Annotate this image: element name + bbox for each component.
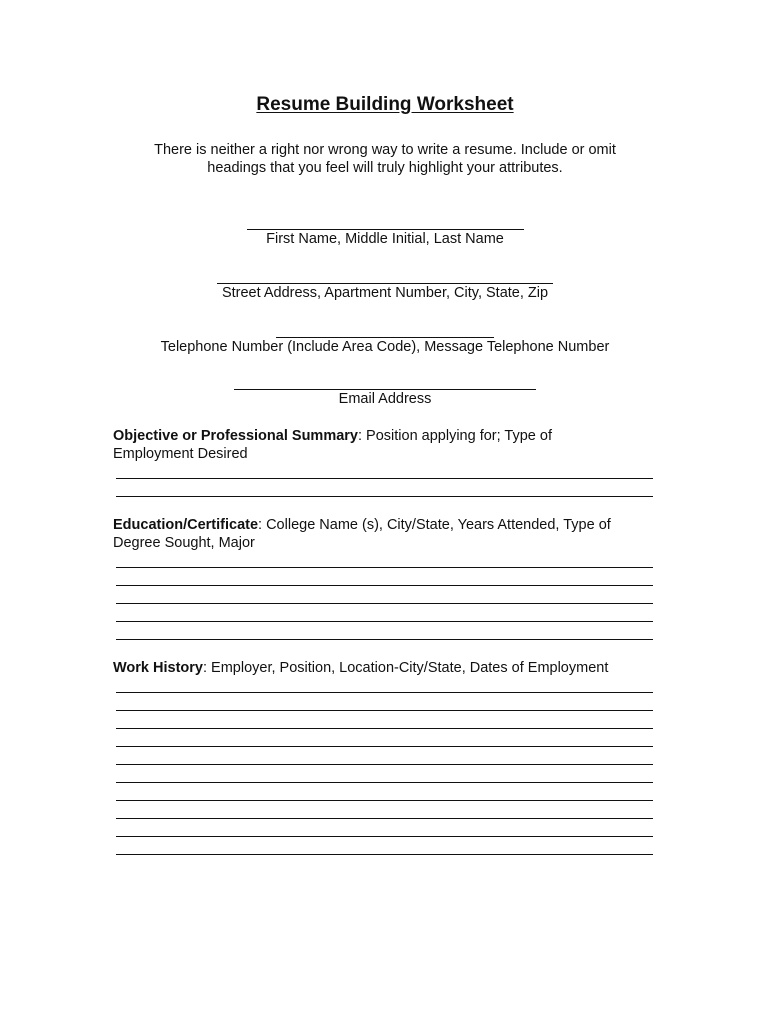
- objective-description: : Position applying for; Type of: [357, 428, 552, 444]
- email-field-label: Email Address: [338, 391, 432, 407]
- objective-description-2: Employment Desired: [113, 446, 248, 462]
- work-history-line[interactable]: [116, 728, 653, 729]
- work-history-heading: Work History: [113, 660, 203, 676]
- work-history-line[interactable]: [116, 710, 653, 711]
- education-description-2: Degree Sought, Major: [113, 535, 255, 551]
- work-history-line[interactable]: [116, 782, 653, 783]
- education-heading: Education/Certificate: [113, 517, 259, 533]
- education-line[interactable]: [116, 567, 653, 568]
- education-line[interactable]: [116, 603, 653, 604]
- work-history-description: : Employer, Position, Location-City/State, Dates of Employment: [202, 660, 609, 676]
- education-line[interactable]: [116, 639, 653, 640]
- phone-field-label: Telephone Number (Include Area Code), Message Telephone Number: [160, 339, 610, 355]
- intro-line-1: There is neither a right nor wrong way to write a resume. Include or omit: [154, 142, 616, 158]
- work-history-line[interactable]: [116, 854, 653, 855]
- work-history-line[interactable]: [116, 746, 653, 747]
- intro-text: [0, 141, 770, 177]
- work-history-line[interactable]: [116, 818, 653, 819]
- work-history-line[interactable]: [116, 692, 653, 693]
- education-description: : College Name (s), City/State, Years Attended, Type of: [258, 517, 611, 533]
- name-field: [0, 229, 770, 248]
- phone-field: [0, 337, 770, 356]
- objective-heading: Objective or Professional Summary: [113, 428, 358, 444]
- address-field: [0, 283, 770, 302]
- education-line[interactable]: [116, 585, 653, 586]
- objective-section: [113, 427, 643, 463]
- email-field: [0, 389, 770, 408]
- page-title: Resume Building Worksheet: [256, 94, 514, 115]
- education-line[interactable]: [116, 621, 653, 622]
- work-history-line[interactable]: [116, 836, 653, 837]
- objective-line[interactable]: [116, 496, 653, 497]
- name-field-label: First Name, Middle Initial, Last Name: [266, 231, 504, 247]
- work-history-section: [113, 659, 643, 677]
- education-section: [113, 516, 643, 552]
- address-field-label: Street Address, Apartment Number, City, State, Zip: [221, 285, 549, 301]
- work-history-line[interactable]: [116, 764, 653, 765]
- work-history-line[interactable]: [116, 800, 653, 801]
- intro-line-2: headings that you feel will truly highlight your attributes.: [207, 160, 563, 176]
- objective-line[interactable]: [116, 478, 653, 479]
